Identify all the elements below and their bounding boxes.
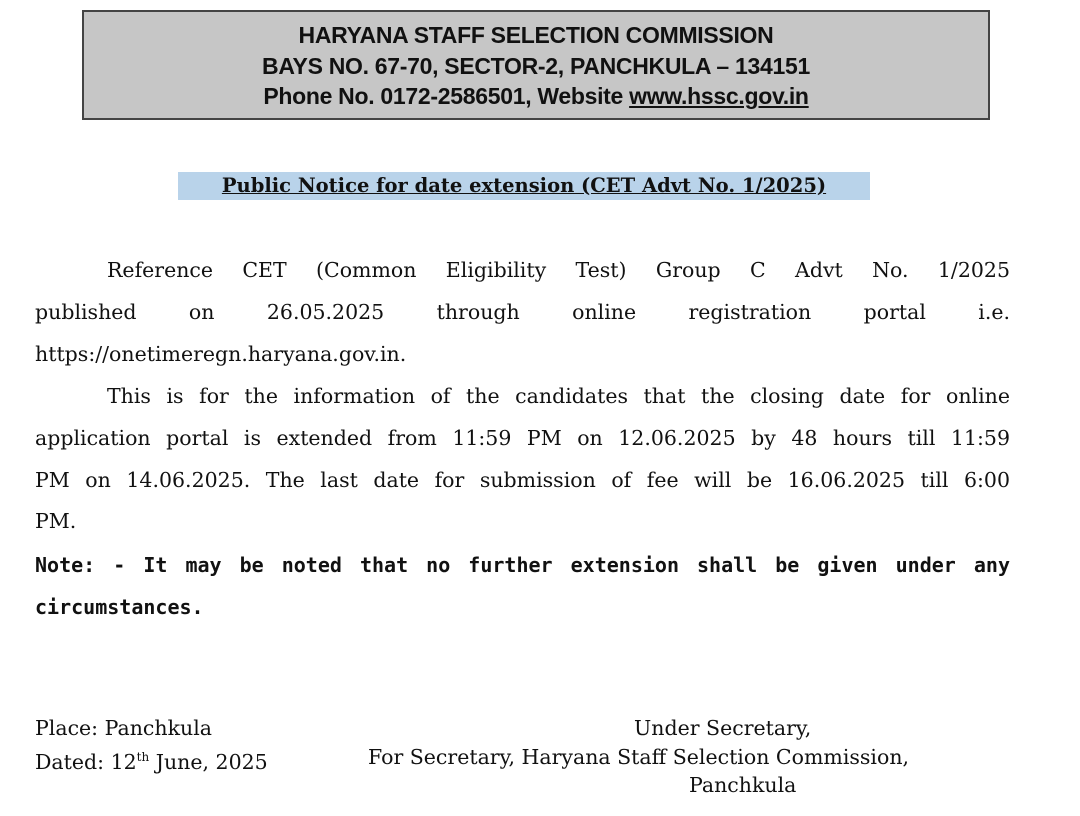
paragraph2-line: PM. — [35, 509, 77, 533]
dated-suffix-sup: th — [136, 750, 150, 764]
note-line: Note: - It may be noted that no further extension shall be given under any — [35, 553, 1010, 577]
org-address: BAYS NO. 67-70, SECTOR-2, PANCHKULA – 134151 — [262, 53, 810, 79]
phone-text: Phone No. 0172-2586501, Website — [263, 83, 630, 109]
website-link[interactable]: www.hssc.gov.in — [629, 83, 809, 109]
paragraph1-line: Reference CET (Common Eligibility Test) Group C Advt No. 1/2025 — [107, 258, 1010, 282]
signatory-title: Under Secretary, — [634, 716, 812, 740]
paragraph2-line: This is for the information of the candidates that the closing date for online — [107, 384, 1010, 408]
dated — [35, 744, 268, 775]
signatory-place: Panchkula — [689, 773, 797, 797]
letterhead-box — [82, 10, 990, 120]
paragraph1-line: https://onetimeregn.haryana.gov.in. — [35, 342, 407, 366]
paragraph1-line: published on 26.05.2025 through online registration portal i.e. — [35, 300, 1010, 324]
paragraph2-line: application portal is extended from 11:59 PM on 12.06.2025 by 48 hours till 11:59 — [35, 426, 1010, 450]
paragraph2-line: PM on 14.06.2025. The last date for submission of fee will be 16.06.2025 till 6:00 — [35, 468, 1010, 492]
dated-month-year: June, 2025 — [149, 749, 268, 774]
org-contact — [84, 83, 988, 110]
notice-title: Public Notice for date extension (CET Advt No. 1/2025) — [178, 172, 870, 200]
dated-day: Dated: 12 — [35, 749, 137, 774]
org-name: HARYANA STAFF SELECTION COMMISSION — [298, 22, 774, 48]
signatory-org: For Secretary, Haryana Staff Selection Commission, — [368, 745, 910, 769]
note-line: circumstances. — [35, 595, 204, 619]
place: Place: Panchkula — [35, 716, 212, 740]
